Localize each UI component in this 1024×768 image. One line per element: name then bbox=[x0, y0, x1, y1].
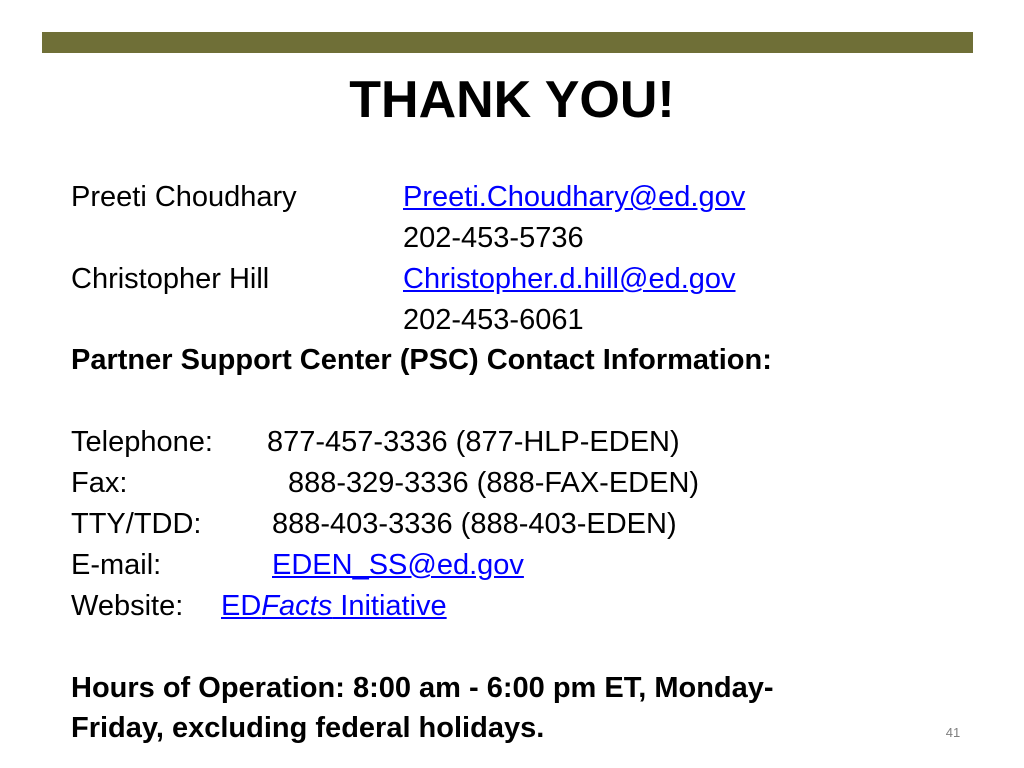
psc-email-row bbox=[71, 547, 524, 583]
header-accent-bar bbox=[42, 32, 973, 53]
website-link-prefix: ED bbox=[221, 590, 262, 622]
hours-line-2: Friday, excluding federal holidays. bbox=[71, 712, 545, 744]
psc-fax-value: 888-329-3336 (888-FAX-EDEN) bbox=[288, 467, 700, 499]
psc-website-link[interactable] bbox=[221, 590, 447, 622]
psc-fax-label: Fax: bbox=[71, 467, 128, 499]
contact-name-preeti: Preeti Choudhary bbox=[71, 181, 297, 213]
slide-title: THANK YOU! bbox=[349, 71, 675, 129]
page-number: 41 bbox=[945, 725, 961, 740]
contact-email-link-preeti[interactable]: Preeti.Choudhary@ed.gov bbox=[403, 181, 746, 213]
contact-email-link-christopher[interactable]: Christopher.d.hill@ed.gov bbox=[403, 263, 736, 295]
hours-line-1: Hours of Operation: 8:00 am - 6:00 pm ET, Monday- bbox=[71, 672, 774, 704]
contact-phone-preeti: 202-453-5736 bbox=[403, 222, 584, 254]
website-link-italic: Facts bbox=[261, 590, 333, 622]
psc-telephone-value: 877-457-3336 (877-HLP-EDEN) bbox=[267, 426, 680, 458]
contact-name-christopher: Christopher Hill bbox=[71, 263, 270, 295]
psc-heading: Partner Support Center (PSC) Contact Information: bbox=[71, 344, 772, 376]
psc-tty-label: TTY/TDD: bbox=[71, 508, 202, 540]
contact-phone-christopher: 202-453-6061 bbox=[403, 304, 584, 336]
psc-tty-row bbox=[71, 506, 677, 542]
psc-fax-row bbox=[71, 465, 699, 501]
psc-telephone-row bbox=[71, 424, 680, 460]
psc-website-label: Website: bbox=[71, 590, 184, 622]
psc-website-row bbox=[71, 588, 447, 624]
psc-email-label: E-mail: bbox=[71, 549, 162, 581]
psc-telephone-label: Telephone: bbox=[71, 426, 213, 458]
website-link-suffix: Initiative bbox=[332, 590, 447, 622]
psc-tty-value: 888-403-3336 (888-403-EDEN) bbox=[272, 508, 677, 540]
psc-email-link[interactable]: EDEN_SS@ed.gov bbox=[272, 549, 524, 581]
